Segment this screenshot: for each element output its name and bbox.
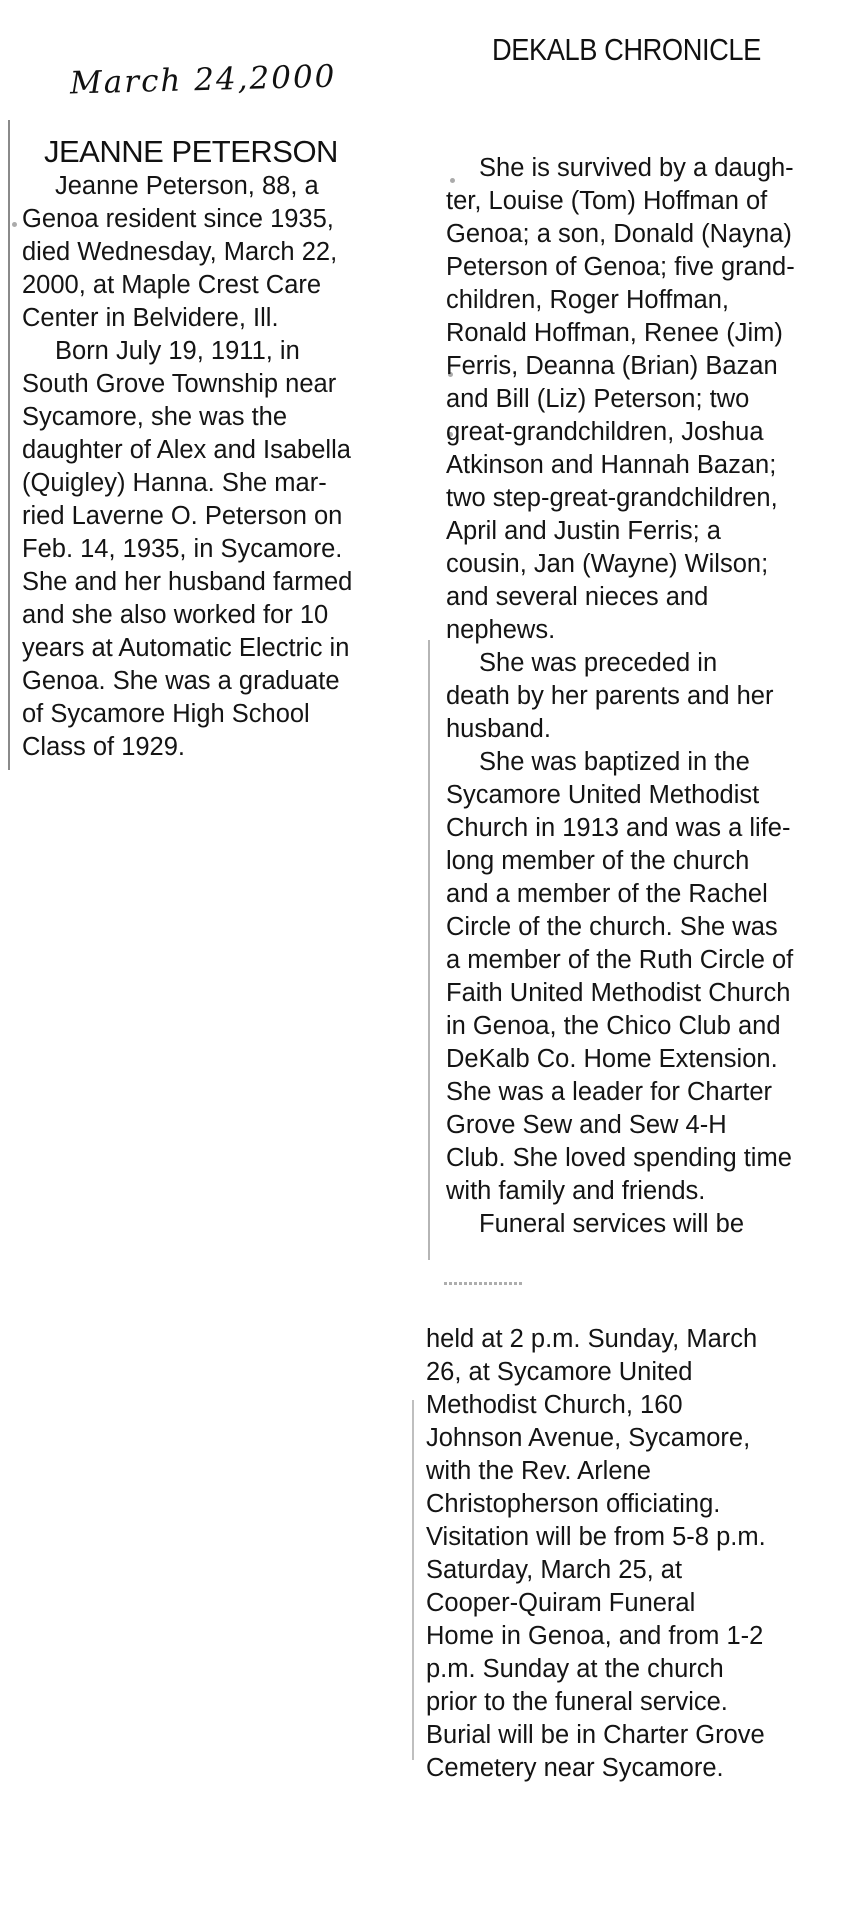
text-line: and a member of the Rachel: [446, 880, 768, 908]
text-line: a member of the Ruth Circle of: [446, 946, 794, 974]
clipping-edge-left: [8, 120, 10, 770]
clipping-edge-lower: [412, 1400, 414, 1760]
obituary-column-3: [426, 1323, 766, 1785]
text-line: Sycamore, she was the: [22, 403, 288, 431]
text-line: Visitation will be from 5-8 p.m.: [426, 1523, 766, 1551]
text-line: Atkinson and Hannah Bazan;: [446, 451, 777, 479]
text-line: Class of 1929.: [22, 733, 186, 761]
text-line: She was preceded in: [479, 649, 718, 677]
text-line: two step-great-grandchildren,: [446, 484, 778, 512]
text-line: ter, Louise (Tom) Hoffman of: [446, 187, 768, 215]
text-line: April and Justin Ferris; a: [446, 517, 721, 545]
text-line: Faith United Methodist Church: [446, 979, 791, 1007]
text-line: She was a leader for Charter: [446, 1078, 772, 1106]
text-line: nephews.: [446, 616, 556, 644]
text-line: and she also worked for 10: [22, 601, 329, 629]
text-line: Grove Sew and Sew 4-H: [446, 1111, 727, 1139]
obituary-column-2: [446, 152, 795, 1241]
text-line: Genoa resident since 1935,: [22, 205, 334, 233]
text-line: Ronald Hoffman, Renee (Jim): [446, 319, 783, 347]
text-line: p.m. Sunday at the church: [426, 1655, 724, 1683]
text-line: Home in Genoa, and from 1-2: [426, 1622, 764, 1650]
newspaper-masthead: DEKALB CHRONICLE: [492, 32, 761, 67]
text-line: Genoa; a son, Donald (Nayna): [446, 220, 792, 248]
text-line: Genoa. She was a graduate: [22, 667, 340, 695]
text-line: She is survived by a daugh-: [479, 154, 794, 182]
text-line: Johnson Avenue, Sycamore,: [426, 1424, 751, 1452]
text-line: Circle of the church. She was: [446, 913, 778, 941]
text-line: Church in 1913 and was a life-: [446, 814, 791, 842]
text-line: ried Laverne O. Peterson on: [22, 502, 343, 530]
text-line: DeKalb Co. Home Extension.: [446, 1045, 778, 1073]
text-line: prior to the funeral service.: [426, 1688, 728, 1716]
obituary-column-1: [22, 170, 352, 764]
text-line: She was baptized in the: [479, 748, 750, 776]
clipping-cut-mark: [444, 1282, 524, 1285]
text-line: died Wednesday, March 22,: [22, 238, 338, 266]
text-line: Christopherson officiating.: [426, 1490, 721, 1518]
text-line: Ferris, Deanna (Brian) Bazan: [446, 352, 778, 380]
text-line: cousin, Jan (Wayne) Wilson;: [446, 550, 769, 578]
text-line: held at 2 p.m. Sunday, March: [426, 1325, 758, 1353]
text-line: (Quigley) Hanna. She mar-: [22, 469, 327, 497]
text-line: Center in Belvidere, Ill.: [22, 304, 279, 332]
text-line: children, Roger Hoffman,: [446, 286, 730, 314]
clipping-edge-middle: [428, 640, 430, 1260]
text-line: with the Rev. Arlene: [426, 1457, 651, 1485]
text-line: Club. She loved spending time: [446, 1144, 792, 1172]
text-line: 26, at Sycamore United: [426, 1358, 693, 1386]
text-line: great-grandchildren, Joshua: [446, 418, 764, 446]
text-line: of Sycamore High School: [22, 700, 310, 728]
text-line: Saturday, March 25, at: [426, 1556, 683, 1584]
text-line: years at Automatic Electric in: [22, 634, 350, 662]
text-line: Jeanne Peterson, 88, a: [55, 172, 319, 200]
text-line: Funeral services will be: [479, 1210, 745, 1238]
text-line: Born July 19, 1911, in: [55, 337, 300, 365]
text-line: and Bill (Liz) Peterson; two: [446, 385, 750, 413]
text-line: Sycamore United Methodist: [446, 781, 760, 809]
text-line: 2000, at Maple Crest Care: [22, 271, 322, 299]
text-line: Cemetery near Sycamore.: [426, 1754, 724, 1782]
text-line: Cooper-Quiram Funeral: [426, 1589, 696, 1617]
text-line: and several nieces and: [446, 583, 709, 611]
text-line: daughter of Alex and Isabella: [22, 436, 351, 464]
text-line: with family and friends.: [446, 1177, 706, 1205]
text-line: Feb. 14, 1935, in Sycamore.: [22, 535, 343, 563]
text-line: South Grove Township near: [22, 370, 337, 398]
text-line: Burial will be in Charter Grove: [426, 1721, 765, 1749]
scan-speck: [12, 222, 17, 227]
text-line: husband.: [446, 715, 551, 743]
text-line: long member of the church: [446, 847, 750, 875]
text-line: in Genoa, the Chico Club and: [446, 1012, 781, 1040]
obituary-headline: JEANNE PETERSON: [44, 134, 338, 169]
text-line: Peterson of Genoa; five grand-: [446, 253, 795, 281]
text-line: death by her parents and her: [446, 682, 774, 710]
text-line: She and her husband farmed: [22, 568, 353, 596]
text-line: Methodist Church, 160: [426, 1391, 683, 1419]
handwritten-date: March 24,2000: [69, 58, 337, 102]
